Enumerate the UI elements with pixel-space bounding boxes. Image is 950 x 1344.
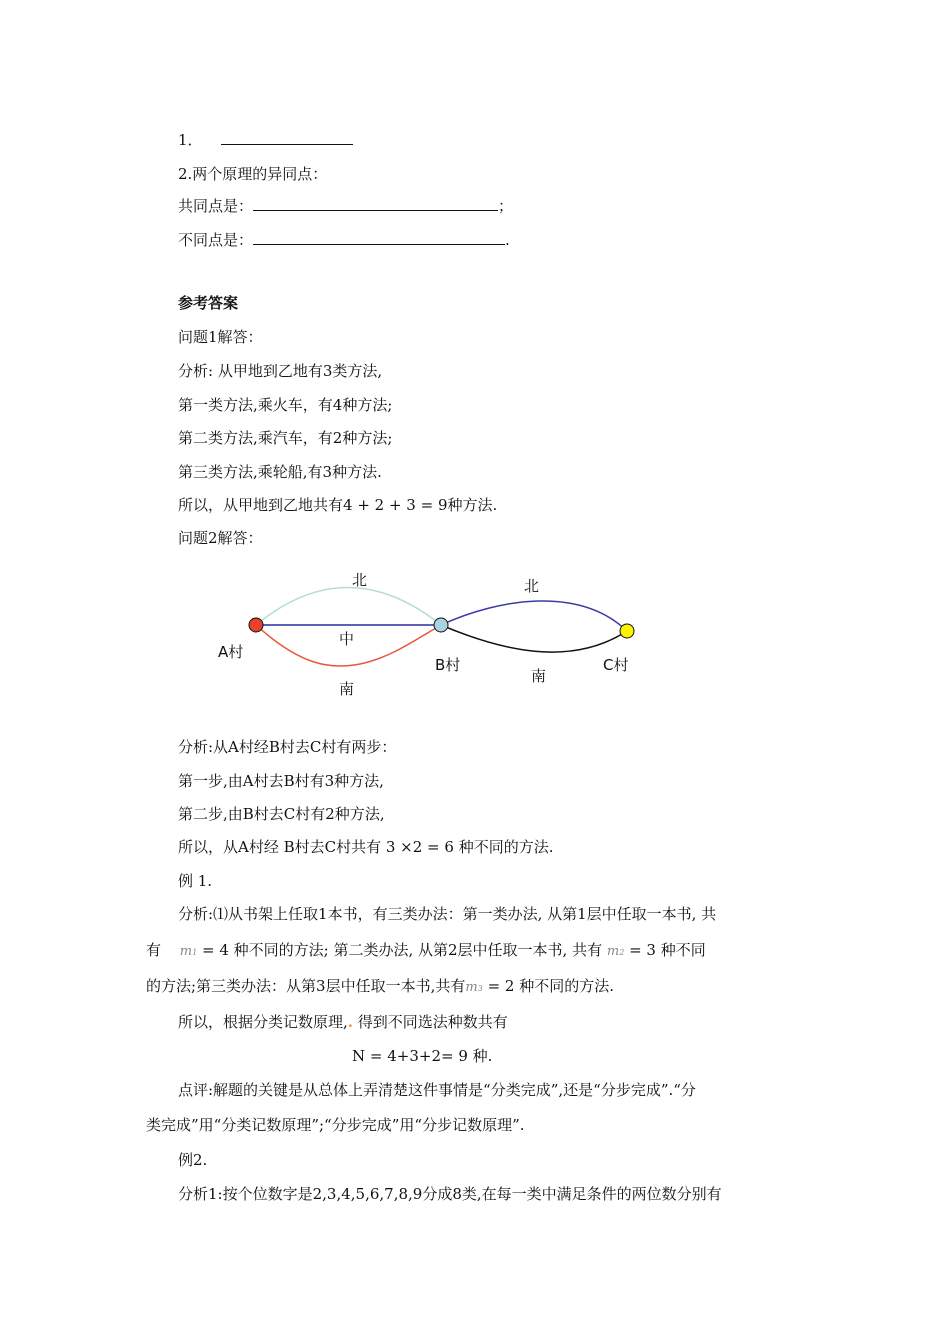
- common-point-label: 共同点是：: [178, 197, 254, 215]
- ex1-line-2-end: = 3 种不同: [629, 941, 706, 959]
- label-ab-north: 北: [352, 571, 368, 589]
- ex2-line-1: 分析1:按个位数字是2,3,4,5,6,7,8,9分成8类,在每一类中满足条件的两位数分别有: [178, 1185, 722, 1203]
- difference-blank[interactable]: [253, 230, 505, 245]
- label-node-b: B村: [435, 656, 461, 674]
- m2-symbol: m2: [606, 944, 625, 959]
- route-bc-north: [441, 601, 627, 631]
- ex1-line-4-mid: 得到不同选法种: [353, 1013, 463, 1031]
- item-1: [178, 130, 353, 150]
- q2-title: 问题2解答：: [178, 529, 263, 547]
- q1-line: 第三类方法,乘轮船,有3种方法.: [178, 463, 382, 481]
- q1-line: 分析: 从甲地到乙地有3类方法,: [178, 362, 383, 380]
- q1-title: 问题1解答：: [178, 328, 263, 346]
- ex1-line-2: [146, 940, 706, 963]
- q1-line: 第二类方法,乘汽车，有2种方法;: [178, 429, 393, 447]
- ex1-line-3: [146, 976, 614, 999]
- ex1-line-4-end: 数共有: [462, 1013, 508, 1031]
- ex1-line-3-end: = 2 种不同的方法.: [487, 977, 614, 995]
- common-point-line: [178, 196, 513, 216]
- m3-symbol: m3: [465, 980, 483, 995]
- item-1-blank[interactable]: [221, 130, 353, 145]
- node-c: [620, 624, 634, 638]
- item-1-number: 1．: [178, 131, 203, 149]
- ex1-line-1: 分析:⑴从书架上任取1本书，有三类办法：第一类办法, 从第1层中任取一本书, 共: [178, 905, 717, 923]
- common-point-blank[interactable]: [253, 196, 498, 211]
- node-b: [434, 618, 448, 632]
- orange-mark: .: [347, 1013, 354, 1031]
- label-node-c: C村: [603, 656, 629, 674]
- q2-line: 第一步,由A村去B村有3种方法,: [178, 772, 384, 790]
- ex1-comment-2: 类完成”用“分类记数原理”;“分步完成”用“分步记数原理”.: [146, 1116, 525, 1134]
- label-node-a: A村: [218, 643, 244, 661]
- label-ab-middle: 中: [339, 630, 355, 648]
- node-a: [249, 618, 263, 632]
- ex1-line-3-start: 的方法;第三类办法：从第3层中任取一本书,共有: [146, 977, 466, 995]
- m1-symbol: m1: [179, 944, 198, 959]
- ex2-title: 例2.: [178, 1151, 208, 1169]
- answers-heading: 参考答案: [178, 294, 239, 312]
- route-diagram: [0, 560, 950, 710]
- ex1-line-2-start: 有: [146, 941, 162, 959]
- q2-line: 所以，从A村经 B村去C村共有 3 ×2 = 6 种不同的方法.: [178, 838, 554, 856]
- difference-end: .: [505, 231, 510, 249]
- item-2: 2.两个原理的异同点：: [178, 165, 328, 183]
- ex1-formula: N = 4+3+2= 9 种.: [352, 1047, 493, 1065]
- ex1-comment-1: 点评:解题的关键是从总体上弄清楚这件事情是“分类完成”,还是“分步完成”.“分: [178, 1081, 696, 1099]
- label-ab-south: 南: [339, 680, 355, 698]
- ex1-line-2-mid: = 4 种不同的方法; 第二类办法, 从第2层中任取一本书, 共有: [202, 941, 603, 959]
- ex1-line-4-start: 所以，根据分类记数原理,: [178, 1013, 348, 1031]
- difference-label: 不同点是：: [178, 231, 254, 249]
- q2-line: 第二步,由B村去C村有2种方法,: [178, 805, 385, 823]
- route-bc-south: [441, 625, 627, 652]
- q1-line: 第一类方法,乘火车，有4种方法;: [178, 396, 393, 414]
- q1-line: 所以，从甲地到乙地共有4 + 2 + 3 = 9种方法.: [178, 496, 498, 514]
- q2-line: 分析:从A村经B村去C村有两步：: [178, 738, 397, 756]
- label-bc-south: 南: [531, 667, 547, 685]
- ex1-title: 例 1.: [178, 872, 213, 890]
- label-bc-north: 北: [524, 577, 540, 595]
- ex1-line-4: [178, 1012, 508, 1032]
- route-ab-north: [256, 588, 441, 626]
- common-point-end: ；: [498, 197, 514, 215]
- difference-line: [178, 230, 510, 250]
